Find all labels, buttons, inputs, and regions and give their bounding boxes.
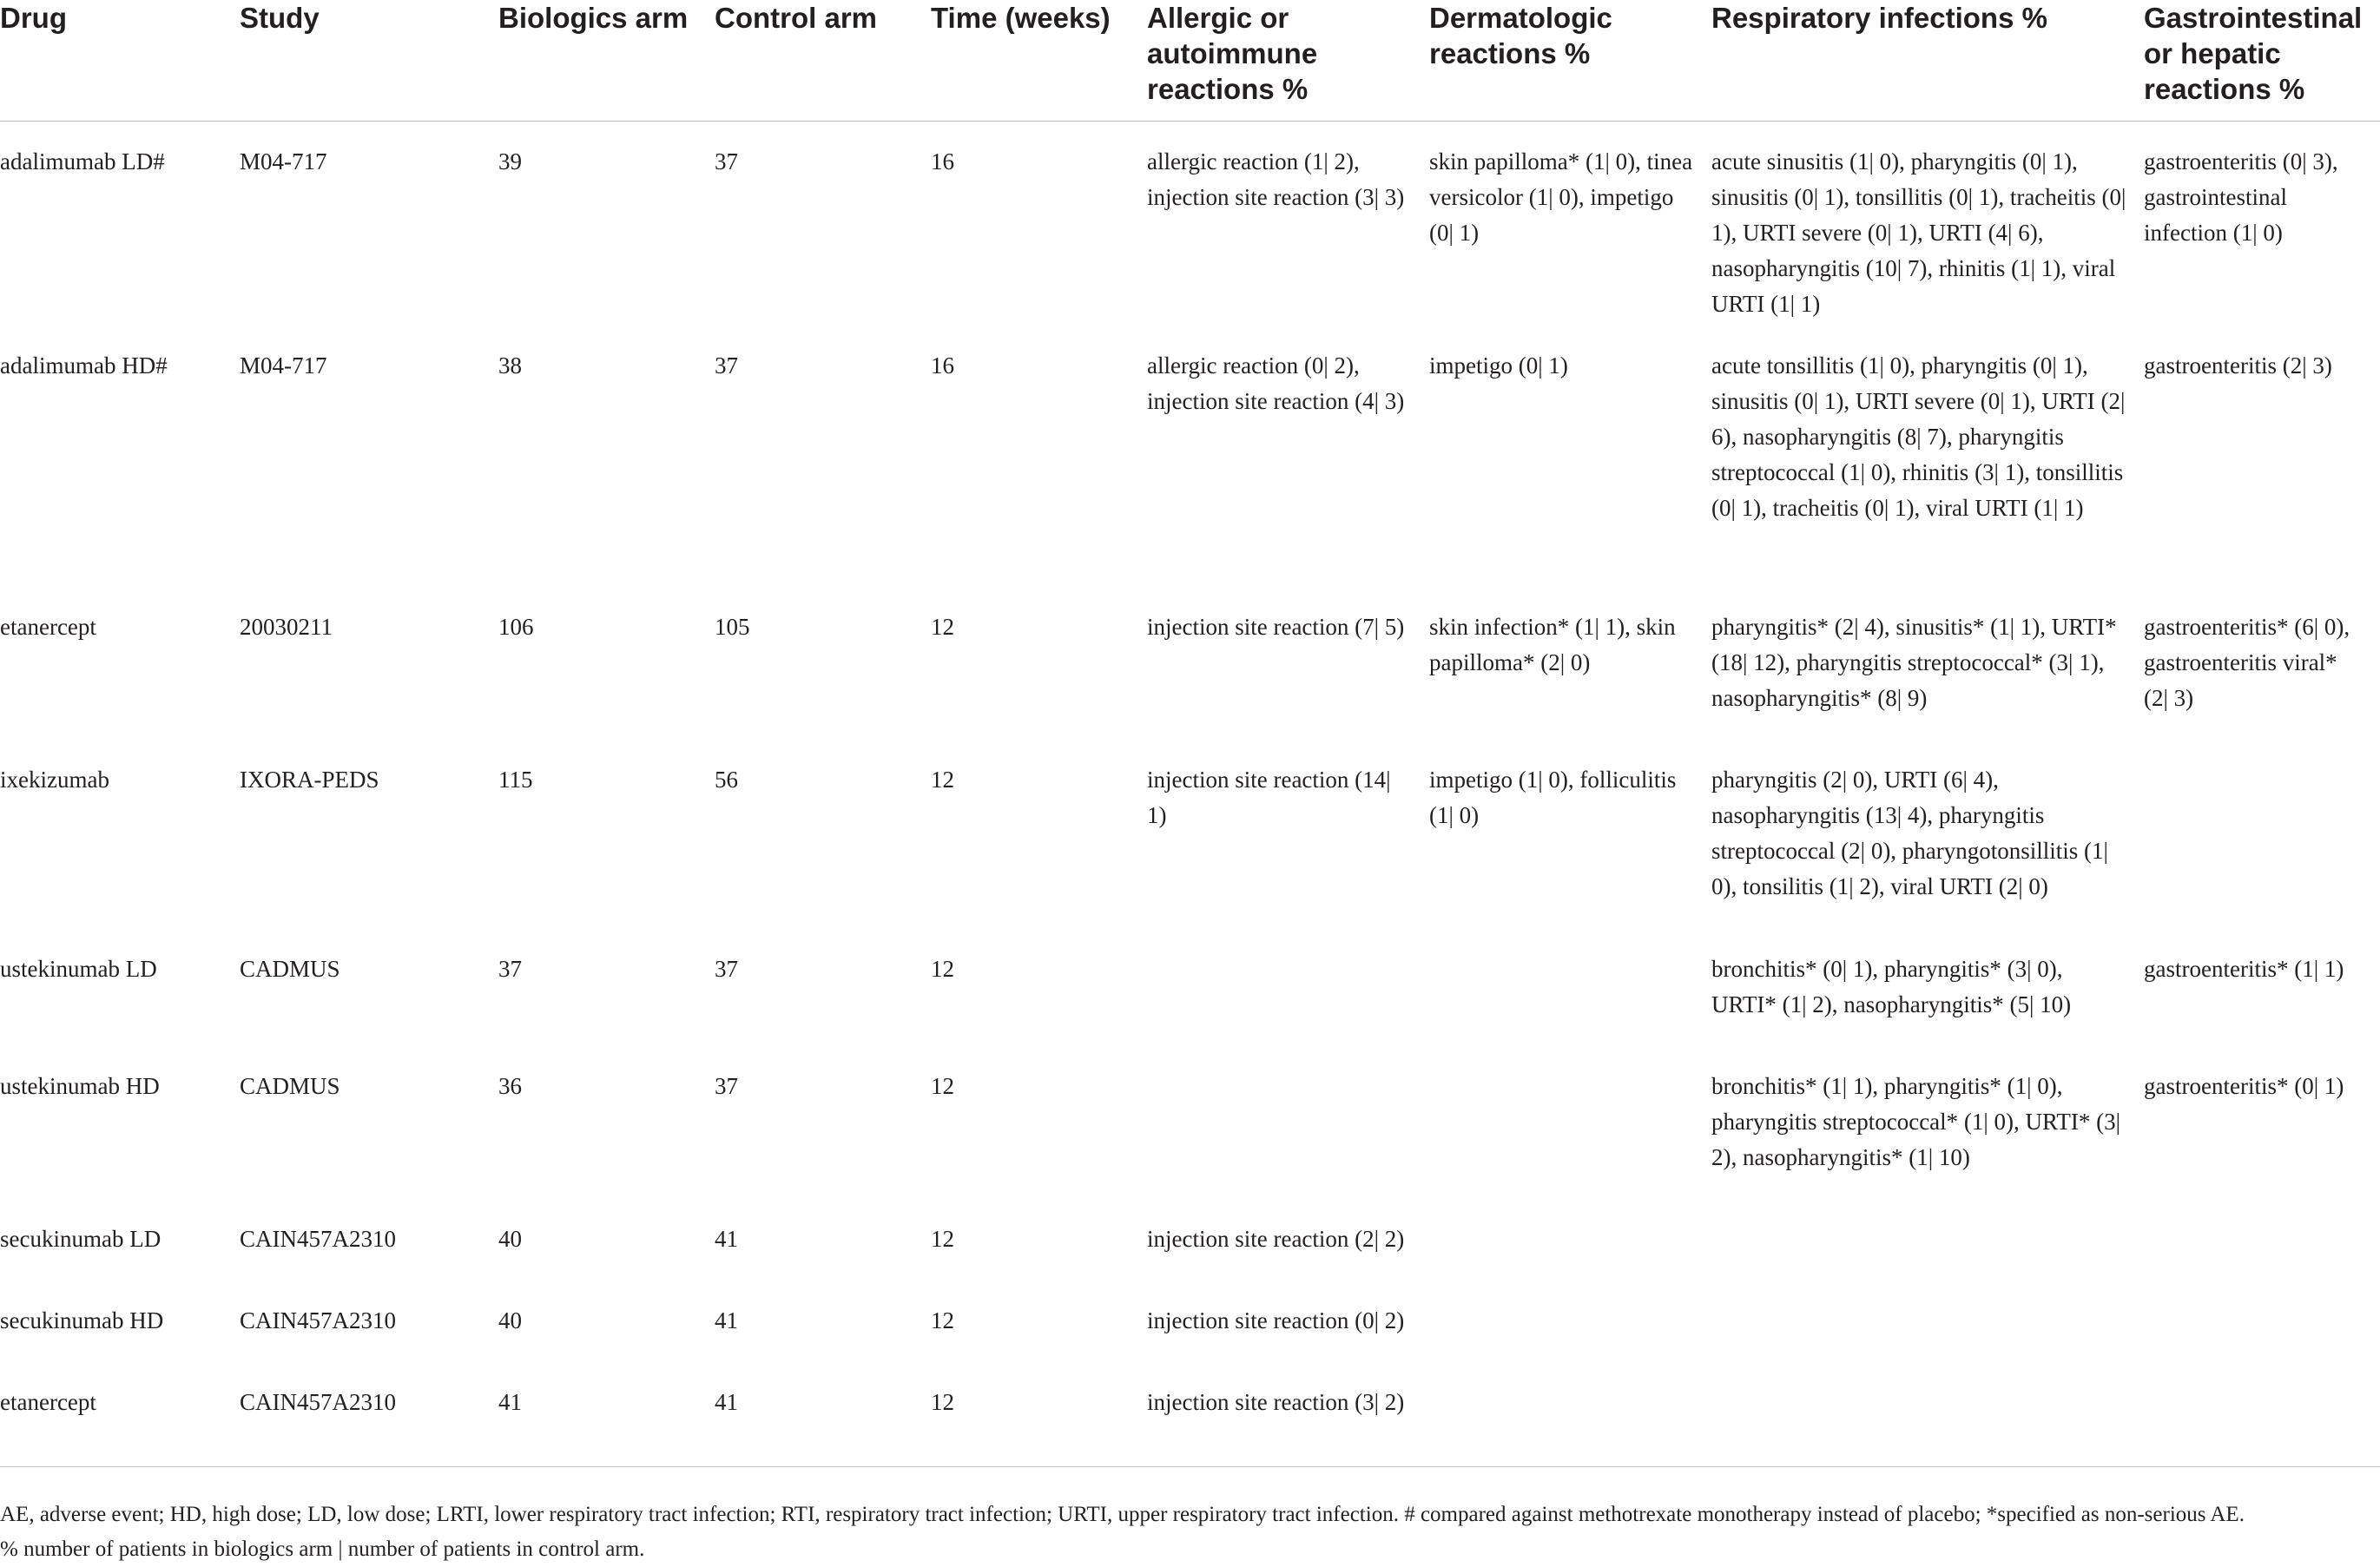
cell-gastrointestinal (2144, 1385, 2380, 1467)
cell-allergic: allergic reaction (1| 2), injection site reaction (3| 3) (1147, 148, 1405, 210)
cell-biologics-arm: 41 (498, 1385, 715, 1467)
cell-control-arm: 56 (715, 766, 738, 793)
cell-study: CAIN457A2310 (240, 1385, 498, 1467)
cell-respiratory: bronchitis* (1| 1), pharyngitis* (1| 0), pharyngitis streptococcal* (1| 0), URTI* (3| 2), nasopharyngitis* (1| 10) (1711, 1072, 2121, 1170)
footnote-abbreviations: AE, adverse event; HD, high dose; LD, low dose; LRTI, lower respiratory tract infection; RTI, respiratory tract infection; URTI, upper respiratory tract infection. # compared against methotrexate monotherapy instead of placebo; *specified as non-serious AE. (0, 1503, 2245, 1526)
cell-respiratory (1711, 1303, 2144, 1385)
cell-time: 16 (931, 352, 954, 379)
cell-drug: etanercept (0, 613, 96, 640)
header-respiratory: Respiratory infections % (1711, 0, 2144, 122)
table-header-row (0, 0, 2380, 122)
header-drug: Drug (0, 0, 240, 122)
cell-gastrointestinal: gastroenteritis* (0| 1) (2144, 1072, 2344, 1099)
header-biologics-arm: Biologics arm (498, 0, 715, 122)
cell-time: 12 (931, 1385, 1147, 1467)
cell-gastrointestinal (2144, 762, 2380, 951)
cell-drug: adalimumab HD# (0, 352, 168, 379)
cell-control-arm: 105 (715, 613, 750, 640)
cell-allergic: injection site reaction (3| 2) (1147, 1385, 1429, 1467)
cell-control-arm: 37 (715, 1072, 738, 1099)
cell-biologics-arm: 40 (498, 1225, 522, 1252)
cell-study: IXORA-PEDS (240, 766, 379, 793)
cell-study: CADMUS (240, 955, 340, 982)
cell-time: 12 (931, 1225, 954, 1252)
cell-time: 12 (931, 955, 954, 982)
cell-control-arm: 41 (715, 1225, 738, 1252)
cell-biologics-arm: 115 (498, 766, 533, 793)
cell-biologics-arm: 40 (498, 1307, 522, 1333)
table-row (0, 1069, 2380, 1221)
cell-allergic: injection site reaction (0| 2) (1147, 1307, 1405, 1333)
cell-dermatologic (1429, 1303, 1711, 1385)
table-row (0, 609, 2380, 762)
cell-drug: adalimumab LD# (0, 148, 165, 174)
table-row (0, 762, 2380, 951)
cell-drug: secukinumab LD (0, 1225, 162, 1252)
cell-gastrointestinal (2144, 1221, 2380, 1303)
cell-biologics-arm: 36 (498, 1072, 522, 1099)
cell-dermatologic (1429, 1221, 1711, 1303)
cell-drug: ustekinumab HD (0, 1072, 160, 1099)
cell-drug: etanercept (0, 1385, 240, 1467)
cell-biologics-arm: 39 (498, 148, 522, 174)
cell-allergic (1147, 951, 1429, 1069)
table-footnote (0, 1498, 2380, 1567)
cell-time: 12 (931, 613, 954, 640)
cell-dermatologic (1429, 1385, 1711, 1467)
cell-dermatologic: impetigo (1| 0), folliculitis (1| 0) (1429, 766, 1677, 828)
table-row (0, 951, 2380, 1069)
cell-control-arm: 37 (715, 148, 738, 174)
cell-study: CAIN457A2310 (240, 1307, 396, 1333)
cell-study: M04-717 (240, 148, 327, 174)
header-control-arm: Control arm (715, 0, 931, 122)
cell-biologics-arm: 37 (498, 955, 522, 982)
footnote-percent-legend: % number of patients in biologics arm | number of patients in control arm. (0, 1537, 645, 1561)
cell-time: 16 (931, 148, 954, 174)
header-dermatologic: Dermatologic reactions % (1429, 0, 1711, 122)
cell-study: CAIN457A2310 (240, 1225, 396, 1252)
cell-allergic: injection site reaction (7| 5) (1147, 613, 1405, 640)
cell-respiratory: pharyngitis* (2| 4), sinusitis* (1| 1), URTI* (18| 12), pharyngitis streptococcal* (3| 1), nasopharyngitis* (8| 9) (1711, 613, 2117, 711)
table-row (0, 1303, 2380, 1385)
cell-study: M04-717 (240, 352, 327, 379)
cell-gastrointestinal: gastroenteritis* (6| 0), gastroenteritis viral* (2| 3) (2144, 613, 2350, 711)
cell-respiratory: acute sinusitis (1| 0), pharyngitis (0| 1), sinusitis (0| 1), tonsillitis (0| 1), tracheitis (0| 1), URTI severe (0| 1), URTI (4| 6), nasopharyngitis (10| 7), rhinitis (1| 1), viral URTI (1| 1) (1711, 148, 2126, 317)
header-time-weeks: Time (weeks) (931, 0, 1147, 122)
cell-respiratory: acute tonsillitis (1| 0), pharyngitis (0| 1), sinusitis (0| 1), URTI severe (0| 1), URTI (2| 6), nasopharyngitis (8| 7), pharyngitis streptococcal (1| 0), rhinitis (3| 1), tonsillitis (0| 1), tracheitis (0| 1), viral URTI (1| 1) (1711, 352, 2126, 521)
table-row (0, 1221, 2380, 1303)
cell-gastrointestinal: gastroenteritis (0| 3), gastrointestinal infection (1| 0) (2144, 148, 2338, 246)
table-row (0, 348, 2380, 609)
cell-drug: ustekinumab LD (0, 955, 157, 982)
cell-gastrointestinal: gastroenteritis (2| 3) (2144, 352, 2332, 379)
cell-respiratory: pharyngitis (2| 0), URTI (6| 4), nasopharyngitis (13| 4), pharyngitis streptococcal (2| 0), pharyngotonsillitis (1| 0), tonsilitis (1| 2), viral URTI (2| 0) (1711, 766, 2108, 899)
cell-biologics-arm: 106 (498, 613, 534, 640)
cell-gastrointestinal: gastroenteritis* (1| 1) (2144, 955, 2344, 982)
cell-study: 20030211 (240, 613, 333, 640)
header-allergic-autoimmune: Allergic or autoimmune reactions % (1147, 0, 1429, 122)
cell-study: CADMUS (240, 1072, 340, 1099)
table-row (0, 1385, 2380, 1467)
cell-allergic: allergic reaction (0| 2), injection site reaction (4| 3) (1147, 352, 1405, 414)
cell-control-arm: 37 (715, 955, 738, 982)
cell-respiratory (1711, 1221, 2144, 1303)
cell-allergic (1147, 1069, 1429, 1221)
cell-drug: ixekizumab (0, 766, 109, 793)
cell-gastrointestinal (2144, 1303, 2380, 1385)
cell-dermatologic (1429, 1069, 1711, 1221)
cell-control-arm: 41 (715, 1307, 738, 1333)
cell-dermatologic: skin infection* (1| 1), skin papilloma* (2| 0) (1429, 613, 1676, 675)
cell-dermatologic: impetigo (0| 1) (1429, 352, 1568, 379)
header-study: Study (240, 0, 498, 122)
header-gastrointestinal-hepatic: Gastrointestinal or hepatic reactions % (2144, 0, 2380, 122)
cell-allergic: injection site reaction (2| 2) (1147, 1225, 1405, 1252)
cell-dermatologic: skin papilloma* (1| 0), tinea versicolor (1| 0), impetigo (0| 1) (1429, 148, 1693, 246)
cell-time: 12 (931, 766, 954, 793)
cell-biologics-arm: 38 (498, 352, 522, 379)
cell-time: 12 (931, 1072, 954, 1099)
cell-control-arm: 41 (715, 1385, 931, 1467)
table-row (0, 122, 2380, 348)
cell-time: 12 (931, 1307, 954, 1333)
cell-control-arm: 37 (715, 352, 738, 379)
cell-respiratory (1711, 1385, 2144, 1467)
cell-allergic: injection site reaction (14| 1) (1147, 766, 1391, 828)
cell-dermatologic (1429, 951, 1711, 1069)
cell-drug: secukinumab HD (0, 1307, 164, 1333)
cell-respiratory: bronchitis* (0| 1), pharyngitis* (3| 0), URTI* (1| 2), nasopharyngitis* (5| 10) (1711, 955, 2072, 1017)
